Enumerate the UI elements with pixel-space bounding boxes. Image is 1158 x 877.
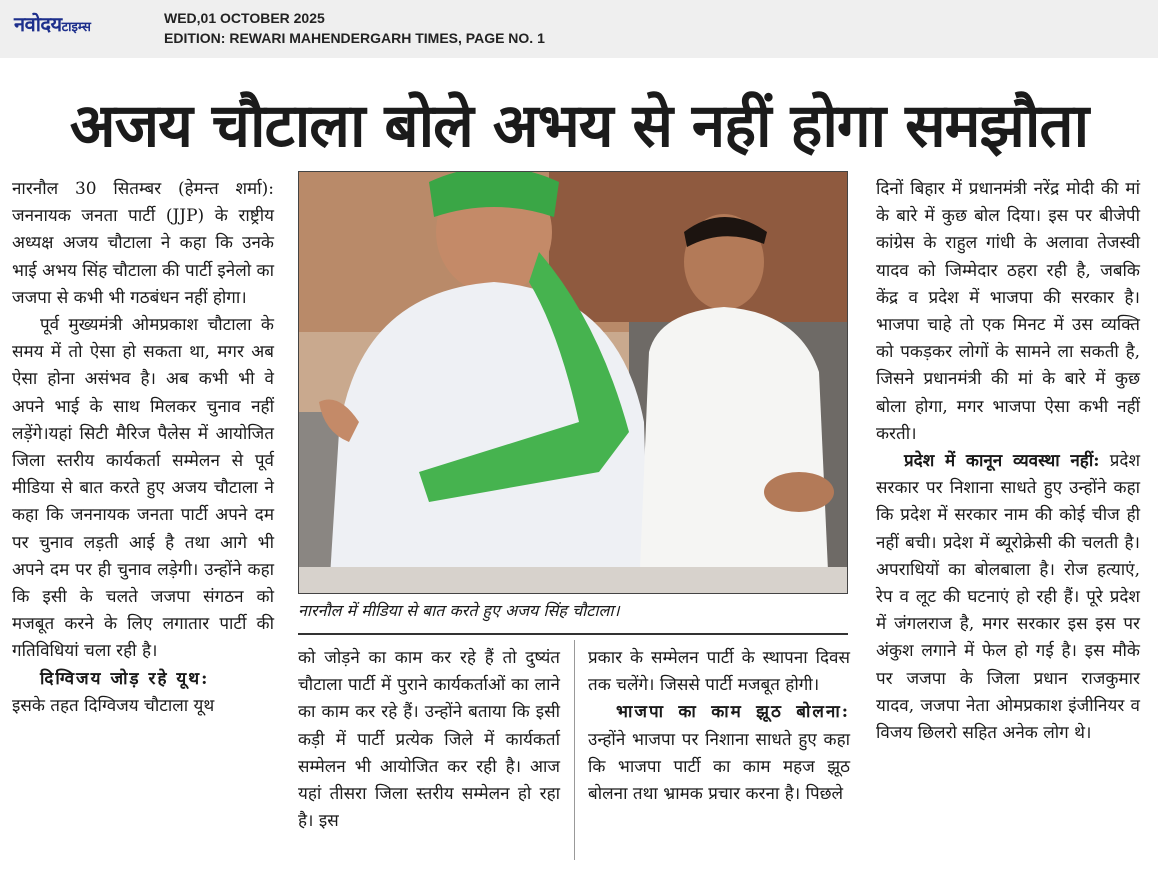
article-column-2 bbox=[298, 645, 560, 835]
paragraph: उन्होंने भाजपा पर निशाना साधते हुए कहा कि भाजपा पार्टी का काम महज झूठ बोलना तथा भ्रामक प्रचार करना है। पिछले bbox=[588, 729, 850, 805]
masthead-bar bbox=[0, 0, 1158, 58]
photo-illustration bbox=[299, 172, 847, 593]
article-headline: अजय चौटाला बोले अभय से नहीं होगा समझौता bbox=[69, 91, 1089, 161]
paragraph: नारनौल 30 सितम्बर (हेमन्त शर्मा): जननायक जनता पार्टी (JJP) के राष्ट्रीय अध्यक्ष अजय चौटाला ने कहा कि उनके भाई अभय सिंह चौटाला की पार्टी इनेलो का जजपा से कभी भी गठबंधन नहीं होगा। bbox=[12, 179, 275, 308]
edition-name: EDITION: REWARI MAHENDERGARH TIMES, PAGE NO. 1 bbox=[164, 30, 545, 46]
edition-date: WED,01 OCTOBER 2025 bbox=[164, 10, 325, 26]
photo-caption: नारनौल में मीडिया से बात करते हुए अजय सिंह चौटाला। bbox=[298, 601, 620, 620]
subheading: दिग्विजय जोड़ रहे यूथ: bbox=[40, 668, 210, 689]
paragraph: को जोड़ने का काम कर रहे हैं तो दुष्यंत चौटाला पार्टी में पुराने कार्यकर्ताओं का लाने का काम कर रहे हैं। उन्होंने बताया कि इसी कड़ी में पार्टी प्रत्येक जिले में कार्यकर्ता सम्मेलन भी आयोजित कर रही है। आज यहां तीसरा जिला स्तरीय सम्मेलन हो रहा है। इस bbox=[298, 648, 560, 832]
news-photo bbox=[298, 171, 848, 594]
paragraph: इसके तहत दिग्विजय चौटाला यूथ bbox=[12, 695, 215, 716]
column-divider bbox=[574, 640, 575, 860]
caption-divider bbox=[298, 633, 848, 635]
logo-sub-text: टाइम्स bbox=[61, 20, 91, 35]
paragraph: प्रदेश सरकार पर निशाना साधते हुए उन्होंने कहा कि प्रदेश में सरकार नाम की कोई चीज ही नहीं बची। प्रदेश में ब्यूरोक्रेसी की चलती है। अपराधियों का बोलबाला है। रोज हत्याएं, रेप व लूट की घटनाएं हो रही हैं। पूरे प्रदेश में जंगलराज है, मगर सरकार इस इस पर अंकुश लगाने में फेल हो गई है। इस मौके पर जजपा के जिला प्रधान राजकुमार यादव, जजपा नेता ओमप्रकाश इंजीनियर व विजय छिलरो सहित अनेक लोग थे। bbox=[876, 451, 1141, 744]
subheading: भाजपा का काम झूठ बोलना: bbox=[616, 702, 850, 723]
newspaper-logo[interactable] bbox=[14, 10, 91, 36]
article-column-4 bbox=[876, 176, 1140, 747]
paragraph: प्रकार के सम्मेलन पार्टी के स्थापना दिवस तक चलेंगे। जिससे पार्टी मजबूत होगी। bbox=[588, 648, 850, 696]
edition-info bbox=[164, 8, 545, 48]
paragraph: पूर्व मुख्यमंत्री ओमप्रकाश चौटाला के समय में तो ऐसा हो सकता था, मगर अब ऐसा होना असंभव है। अब कभी भी वे अपने भाई के साथ मिलकर चुनाव नहीं लड़ेंगे।यहां सिटी मैरिज पैलेस में आयोजित जिला स्तरीय कार्यकर्ता सम्मेलन से पूर्व मीडिया से बात करते हुए अजय चौटाला ने कहा कि जननायक जनता पार्टी अपने दम पर चुनाव लड़ती आई है तथा आगे भी अपने दम पर ही चुनाव लड़ेगी। उन्होंने कहा कि इसी के चलते जजपा संगठन को मजबूत करने के लिए लगातार पार्टी की गतिविधियां चला रही है। bbox=[12, 315, 274, 662]
subheading: प्रदेश में कानून व्यवस्था नहीं: bbox=[904, 451, 1100, 472]
logo-main-text: नवोदय bbox=[14, 12, 62, 36]
article-column-1 bbox=[12, 176, 274, 720]
paragraph: दिनों बिहार में प्रधानमंत्री नरेंद्र मोदी की मां के बारे में कुछ बोल दिया। इस पर बीजेपी कांग्रेस के राहुल गांधी के अलावा तेजस्वी यादव को जिम्मेदार ठहरा रही है, जबकि केंद्र व प्रदेश में भाजपा की सरकार है। भाजपा चाहे तो एक मिनट में उस व्यक्ति को पकड़कर लोगों के सामने ला सकती है, जिसने प्रधानमंत्री की मां के बारे में कुछ बोला होगा, मगर भाजपा ऐसा कभी नहीं करती। bbox=[876, 179, 1140, 444]
article-column-3 bbox=[588, 645, 850, 808]
